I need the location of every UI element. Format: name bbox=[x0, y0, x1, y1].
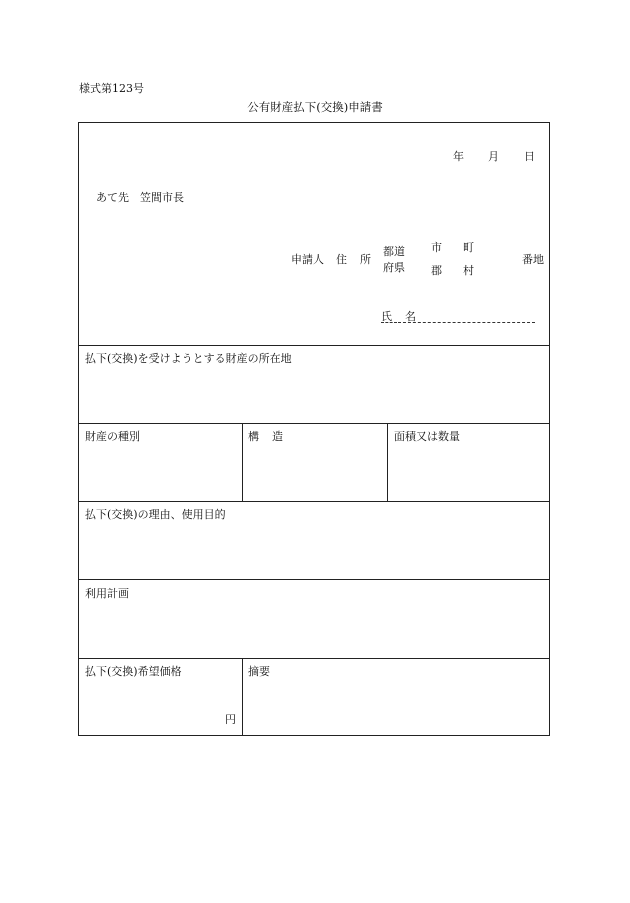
date-year-label: 年 bbox=[453, 150, 464, 163]
prefecture-label-top: 都道 bbox=[383, 245, 405, 258]
name-field-line[interactable] bbox=[398, 322, 535, 323]
price-unit-yen: 円 bbox=[225, 713, 236, 726]
date-month-label: 月 bbox=[488, 150, 499, 163]
usage-plan-label: 利用計画 bbox=[85, 587, 129, 600]
form-title: 公有財産払下(交換)申請書 bbox=[247, 100, 383, 114]
prefecture-label-bottom: 府県 bbox=[383, 261, 405, 274]
date-day-label: 日 bbox=[524, 150, 535, 163]
divider-reason bbox=[79, 579, 549, 580]
name-label-underline bbox=[381, 322, 397, 323]
remarks-label: 摘要 bbox=[248, 665, 270, 678]
address-label-ju: 住 bbox=[336, 253, 347, 266]
name-label-shi: 氏 bbox=[381, 310, 392, 323]
town-label: 町 bbox=[463, 241, 474, 254]
addressee: あて先 笠間市長 bbox=[96, 191, 184, 204]
county-label: 郡 bbox=[431, 264, 442, 277]
divider-plan bbox=[79, 658, 549, 659]
divider-location bbox=[79, 423, 549, 424]
desired-price-label: 払下(交換)希望価格 bbox=[85, 665, 182, 678]
name-label-mei: 名 bbox=[405, 310, 416, 323]
village-label: 村 bbox=[463, 264, 474, 277]
area-quantity-label: 面積又は数量 bbox=[394, 430, 460, 443]
applicant-label: 申請人 bbox=[291, 253, 324, 266]
divider-property bbox=[79, 501, 549, 502]
divider-type-structure bbox=[242, 423, 243, 501]
location-label: 払下(交換)を受けようとする財産の所在地 bbox=[85, 352, 292, 365]
lot-number-label: 番地 bbox=[522, 253, 544, 266]
city-label: 市 bbox=[431, 241, 442, 254]
divider-price-remarks bbox=[242, 658, 243, 736]
form-table bbox=[78, 122, 550, 736]
reason-purpose-label: 払下(交換)の理由、使用目的 bbox=[85, 508, 226, 521]
divider-applicant bbox=[79, 345, 549, 346]
property-type-label: 財産の種別 bbox=[85, 430, 140, 443]
address-label-sho: 所 bbox=[360, 253, 371, 266]
form-number: 様式第123号 bbox=[79, 82, 144, 95]
divider-structure-area bbox=[387, 423, 388, 501]
structure-label-2: 造 bbox=[272, 430, 283, 443]
structure-label-1: 構 bbox=[248, 430, 259, 443]
